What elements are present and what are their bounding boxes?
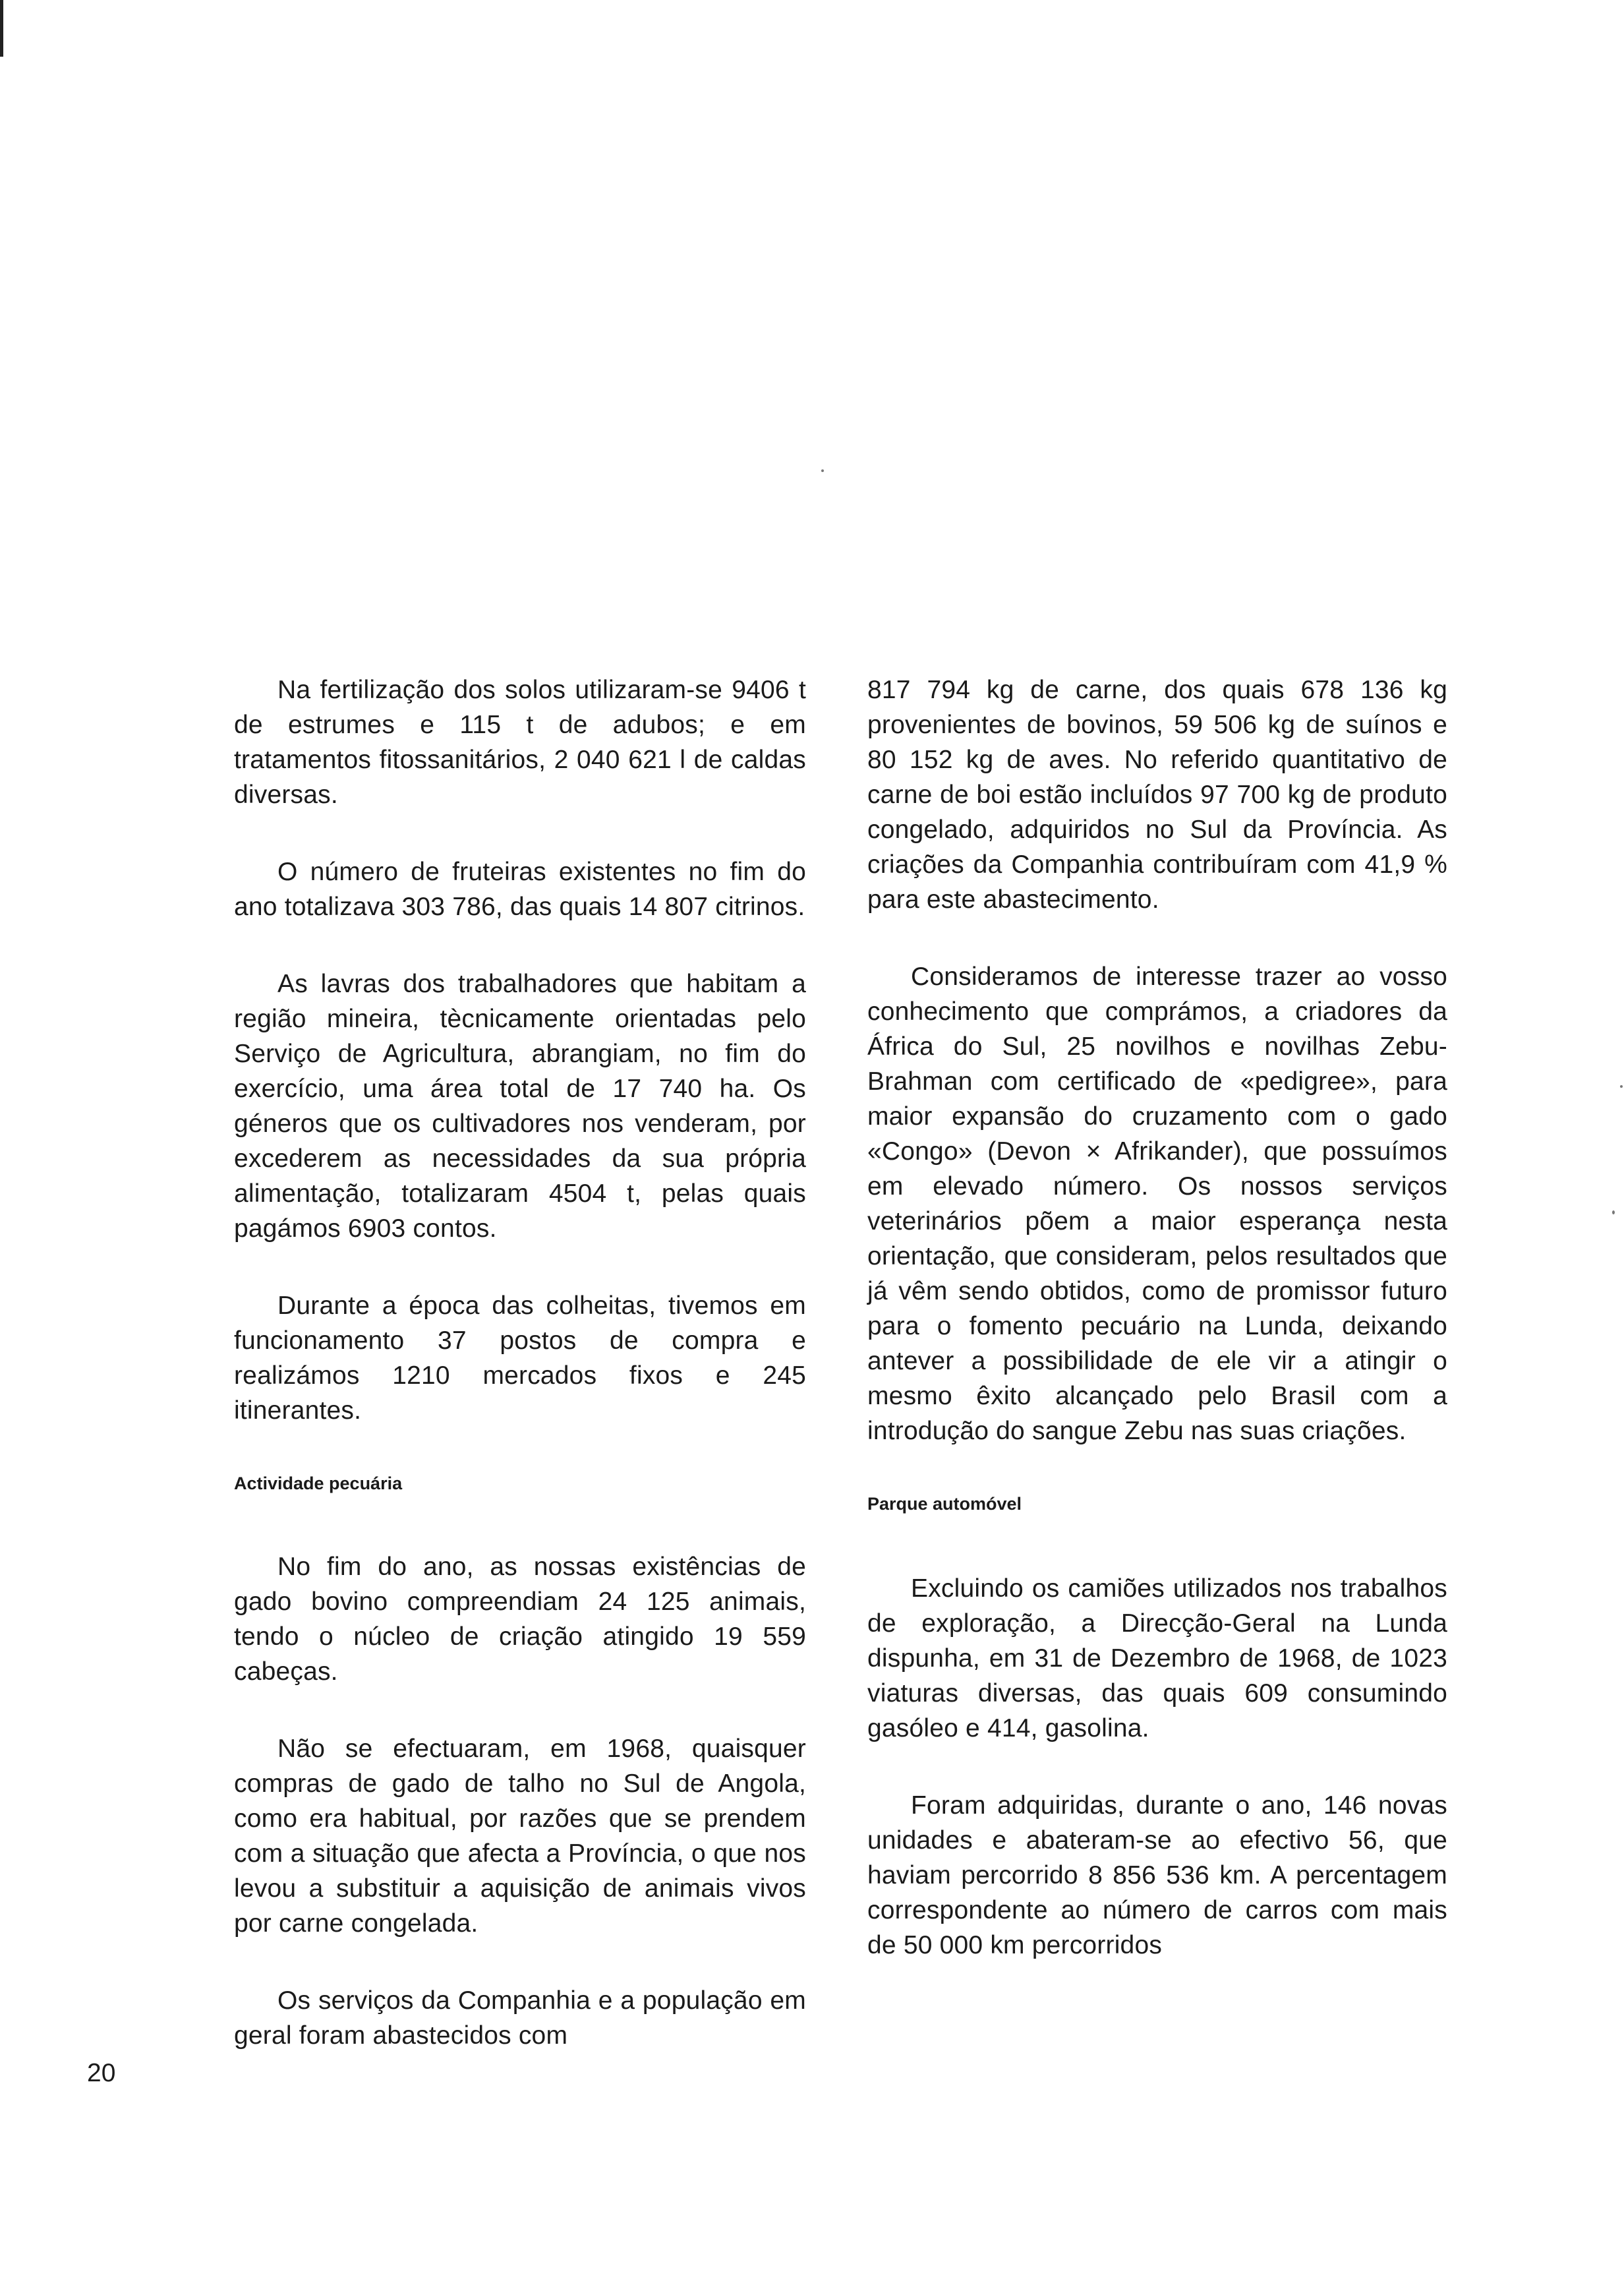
paragraph-fertilizacao: Na fertilização dos solos utilizaram-se 9406 t de estrumes e 115 t de adubos; e em tratamentos fitossanitários, 2 040 621 l de caldas diversas. bbox=[234, 676, 806, 809]
paragraph-carne-continued: 817 794 kg de carne, dos quais 678 136 kg provenientes de bovinos, 59 506 kg de suínos e 80 152 kg de aves. No referido quantitativo de carne de boi estão incluídos 97 700 kg de produto congelado, adquiridos no Sul da Província. As criações da Companhia contribuíram com 41,9 % para este abastecimento. bbox=[867, 676, 1447, 914]
section-heading-actividade-pecuaria: Actividade pecuária bbox=[234, 1473, 403, 1493]
paragraph-zebu-brahman: Consideramos de interesse trazer ao vosso conhecimento que comprámos, a criadores da África do Sul, 25 novilhos e novilhas Zebu-Brahman com certificado de «pedigree», para maior expansão do cruzamento com o gado «Congo» (Devon × Afrikander), que possuímos em elevado número. Os nossos serviços veterinários põem a maior esperança nesta orientação, que consideram, pelos resultados que já vêm sendo obtidos, como de promissor futuro para o fomento pecuário na Lunda, deixando antever a possibilidade de ele vir a atingir o mesmo êxito alcançado pelo Brasil com a introdução do sangue Zebu nas suas criações. bbox=[867, 963, 1447, 1445]
paragraph-novas-unidades: Foram adquiridas, durante o ano, 146 novas unidades e abateram-se ao efectivo 56, que haviam percorrido 8 856 536 km. A percentagem correspondente ao número de carros com mais de 50 000 km percorridos bbox=[867, 1791, 1447, 1959]
scan-speck bbox=[821, 469, 824, 472]
section-heading-parque-automovel: Parque automóvel bbox=[867, 1494, 1022, 1514]
paragraph-existencias-gado: No fim do ano, as nossas existências de gado bovino compreendiam 24 125 animais, tendo o núcleo de criação atingido 19 559 cabeças. bbox=[234, 1553, 806, 1686]
paragraph-colheitas: Durante a época das colheitas, tivemos em funcionamento 37 postos de compra e realizámos 1210 mercados fixos e 245 itinerantes. bbox=[234, 1292, 806, 1425]
left-column bbox=[234, 672, 806, 2095]
scan-speck bbox=[1612, 1210, 1615, 1214]
paragraph-compras-gado: Não se efectuaram, em 1968, quaisquer compras de gado de talho no Sul de Angola, como era habitual, por razões que se prendem com a situação que afecta a Província, o que nos levou a substituir a aquisição de animais vivos por carne congelada. bbox=[234, 1735, 806, 1938]
paragraph-fruteiras: O número de fruteiras existentes no fim do ano totalizava 303 786, das quais 14 807 citrinos. bbox=[234, 858, 806, 921]
right-column bbox=[867, 672, 1447, 2005]
paragraph-lavras: As lavras dos trabalhadores que habitam a região mineira, tècnicamente orientadas pelo Serviço de Agricultura, abrangiam, no fim do exercício, uma área total de 17 740 ha. Os géneros que os cultivadores nos venderam, por excederem as necessidades da sua própria alimentação, totalizaram 4504 t, pelas quais pagámos 6903 contos. bbox=[234, 970, 806, 1243]
scan-edge-mark bbox=[0, 0, 3, 57]
page-number: 20 bbox=[87, 2059, 116, 2087]
paragraph-abastecimento-start: Os serviços da Companhia e a população em geral foram abastecidos com bbox=[234, 1986, 806, 2050]
paragraph-viaturas: Excluindo os camiões utilizados nos trabalhos de exploração, a Direcção-Geral na Lunda dispunha, em 31 de Dezembro de 1968, de 1023 viaturas diversas, das quais 609 consumindo gasóleo e 414, gasolina. bbox=[867, 1574, 1447, 1742]
scan-speck bbox=[1620, 1085, 1623, 1088]
